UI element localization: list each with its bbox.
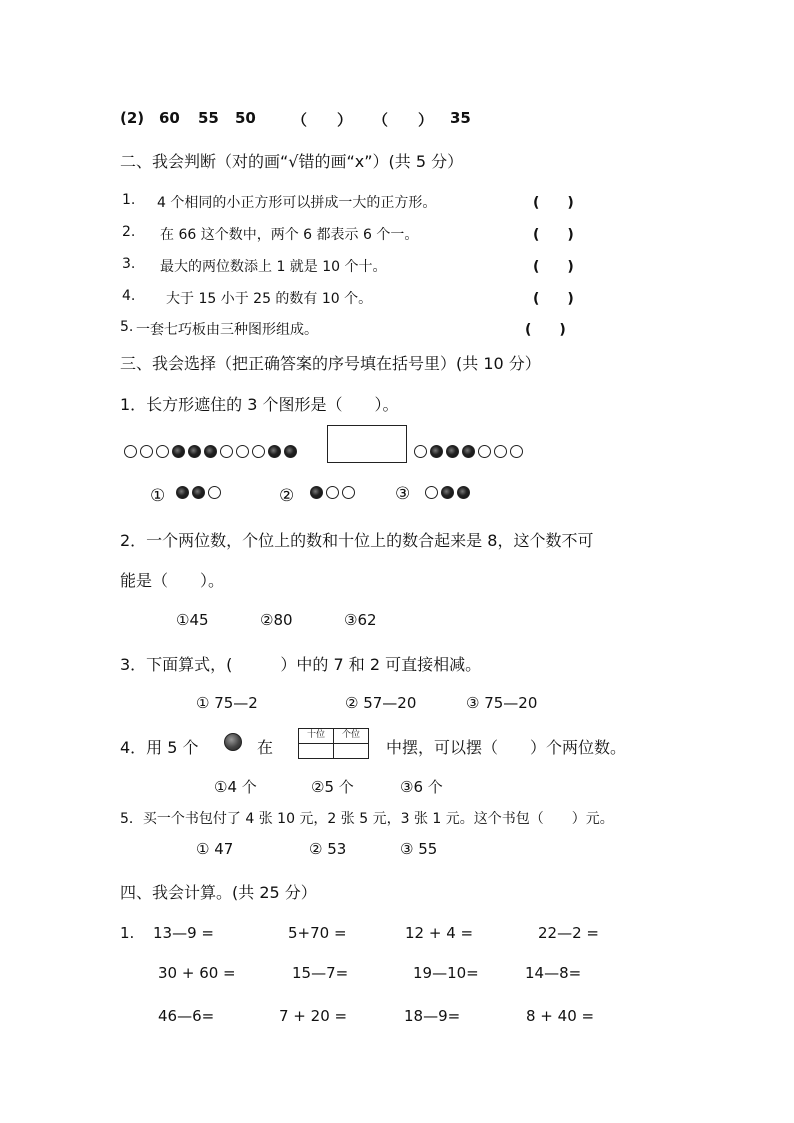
sequence-label: (2) bbox=[120, 109, 145, 127]
option-item[interactable]: ①45 bbox=[176, 611, 209, 629]
option-item[interactable]: ①4 个 bbox=[214, 778, 257, 796]
item-number: 1. bbox=[120, 924, 135, 942]
bead-row-left bbox=[124, 445, 300, 458]
question-text: 能是（ ）。 bbox=[120, 571, 225, 590]
table-header-tens: 十位 bbox=[299, 729, 334, 744]
option-item[interactable]: ③62 bbox=[344, 611, 377, 629]
filled-circle-icon bbox=[310, 486, 323, 499]
option-beads bbox=[310, 486, 358, 499]
answer-paren[interactable]: ( ) bbox=[533, 259, 574, 275]
calc-expression[interactable]: 8 + 40 = bbox=[526, 1007, 595, 1025]
calc-expression[interactable]: 5+70 = bbox=[288, 924, 347, 942]
section-heading: 二、我会判断（对的画“√错的画“x”）(共 5 分） bbox=[120, 152, 464, 171]
answer-paren[interactable]: ( ) bbox=[533, 291, 574, 307]
filled-circle-icon bbox=[188, 445, 201, 458]
table-cell bbox=[334, 744, 369, 759]
empty-circle-icon bbox=[220, 445, 233, 458]
empty-circle-icon bbox=[156, 445, 169, 458]
item-text: 在 66 这个数中，两个 6 都表示 6 个一。 bbox=[160, 227, 419, 243]
question-text: 4．用 5 个 bbox=[120, 738, 199, 757]
calc-expression[interactable]: 14—8= bbox=[525, 964, 582, 982]
option-item[interactable]: ③ 55 bbox=[400, 840, 438, 858]
item-text: 一套七巧板由三种图形组成。 bbox=[136, 322, 318, 338]
covering-rectangle bbox=[327, 425, 407, 463]
section-heading: 三、我会选择（把正确答案的序号填在括号里）(共 10 分） bbox=[120, 354, 541, 373]
calc-expression[interactable]: 19—10= bbox=[413, 964, 479, 982]
sequence-number: 55 bbox=[198, 109, 219, 127]
empty-circle-icon bbox=[252, 445, 265, 458]
option-item[interactable]: ②5 个 bbox=[311, 778, 354, 796]
option-item[interactable]: ① 75—2 bbox=[196, 694, 258, 712]
question-text: 在 bbox=[257, 738, 274, 757]
filled-circle-icon bbox=[176, 486, 189, 499]
filled-circle-icon bbox=[204, 445, 217, 458]
option-item[interactable]: ③ 75—20 bbox=[466, 694, 538, 712]
option-item[interactable]: ② 57—20 bbox=[345, 694, 417, 712]
calc-expression[interactable]: 13—9 = bbox=[153, 924, 214, 942]
empty-circle-icon bbox=[326, 486, 339, 499]
empty-circle-icon bbox=[414, 445, 427, 458]
empty-circle-icon bbox=[140, 445, 153, 458]
item-text: 4 个相同的小正方形可以拼成一大的正方形。 bbox=[157, 195, 437, 211]
calc-expression[interactable]: 7 + 20 = bbox=[279, 1007, 348, 1025]
empty-circle-icon bbox=[342, 486, 355, 499]
empty-circle-icon bbox=[425, 486, 438, 499]
option-item[interactable]: ① 47 bbox=[196, 840, 234, 858]
answer-paren[interactable]: ( ) bbox=[533, 227, 574, 243]
item-number: 4. bbox=[122, 288, 136, 304]
question-text: 3．下面算式，( ）中的 7 和 2 可直接相减。 bbox=[120, 655, 482, 674]
filled-circle-icon bbox=[268, 445, 281, 458]
item-number: 1. bbox=[122, 192, 136, 208]
filled-circle-icon bbox=[430, 445, 443, 458]
empty-circle-icon bbox=[236, 445, 249, 458]
table-cell bbox=[299, 744, 334, 759]
table-header-ones: 个位 bbox=[334, 729, 369, 744]
option-mark[interactable]: ② bbox=[279, 486, 295, 506]
sequence-number: 35 bbox=[450, 109, 471, 127]
sequence-number: 50 bbox=[235, 109, 256, 127]
calc-expression[interactable]: 46—6= bbox=[158, 1007, 215, 1025]
calc-expression[interactable]: 30 + 60 = bbox=[158, 964, 236, 982]
item-text: 最大的两位数添上 1 就是 10 个十。 bbox=[160, 259, 387, 275]
answer-paren[interactable]: ( ) bbox=[533, 195, 574, 211]
section-heading: 四、我会计算。(共 25 分） bbox=[120, 883, 317, 902]
filled-circle-icon bbox=[192, 486, 205, 499]
bead-counter-icon bbox=[224, 733, 242, 751]
bead-row-right bbox=[414, 445, 526, 458]
filled-circle-icon bbox=[462, 445, 475, 458]
option-beads bbox=[425, 486, 473, 499]
sequence-number: 60 bbox=[159, 109, 180, 127]
empty-circle-icon bbox=[208, 486, 221, 499]
option-mark[interactable]: ① bbox=[150, 486, 166, 506]
empty-circle-icon bbox=[478, 445, 491, 458]
calc-expression[interactable]: 15—7= bbox=[292, 964, 349, 982]
empty-circle-icon bbox=[124, 445, 137, 458]
filled-circle-icon bbox=[441, 486, 454, 499]
question-text: 2．一个两位数，个位上的数和十位上的数合起来是 8，这个数不可 bbox=[120, 531, 594, 550]
question-text: 1．长方形遮住的 3 个图形是（ ）。 bbox=[120, 395, 399, 414]
filled-circle-icon bbox=[284, 445, 297, 458]
question-text: 中摆，可以摆（ ）个两位数。 bbox=[386, 738, 627, 757]
filled-circle-icon bbox=[457, 486, 470, 499]
answer-blank[interactable]: （ ） bbox=[292, 111, 353, 129]
place-value-table bbox=[298, 728, 369, 759]
option-item[interactable]: ②80 bbox=[260, 611, 293, 629]
item-number: 5. bbox=[120, 319, 134, 335]
filled-circle-icon bbox=[172, 445, 185, 458]
calc-expression[interactable]: 12 + 4 = bbox=[405, 924, 474, 942]
calc-expression[interactable]: 22—2 = bbox=[538, 924, 599, 942]
filled-circle-icon bbox=[446, 445, 459, 458]
option-item[interactable]: ② 53 bbox=[309, 840, 347, 858]
answer-blank[interactable]: （ ） bbox=[373, 111, 434, 129]
item-number: 2. bbox=[122, 224, 136, 240]
empty-circle-icon bbox=[510, 445, 523, 458]
empty-circle-icon bbox=[494, 445, 507, 458]
calc-expression[interactable]: 18—9= bbox=[404, 1007, 461, 1025]
option-beads bbox=[176, 486, 224, 499]
option-mark[interactable]: ③ bbox=[395, 484, 411, 504]
item-number: 3. bbox=[122, 256, 136, 272]
question-text: 5．买一个书包付了 4 张 10 元，2 张 5 元，3 张 1 元。这个书包（ ）元。 bbox=[120, 811, 614, 827]
item-text: 大于 15 小于 25 的数有 10 个。 bbox=[166, 291, 373, 307]
answer-paren[interactable]: ( ) bbox=[525, 322, 566, 338]
option-item[interactable]: ③6 个 bbox=[400, 778, 443, 796]
